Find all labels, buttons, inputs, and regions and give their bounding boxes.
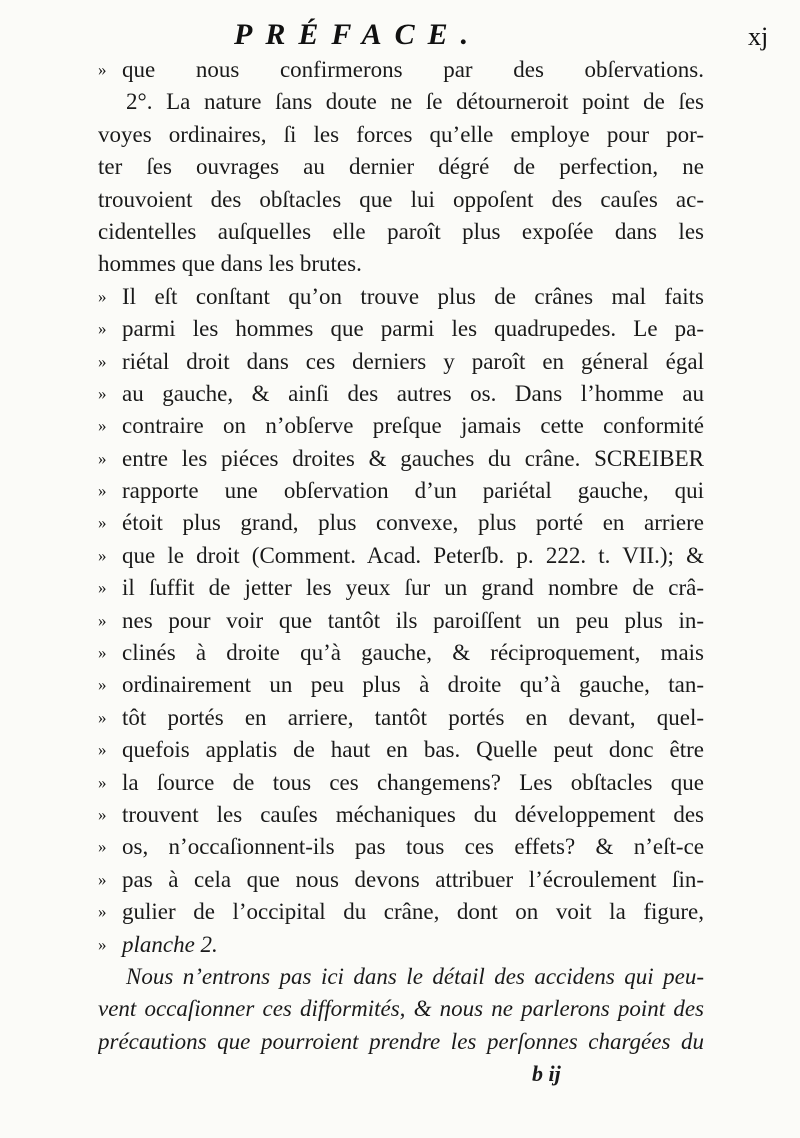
text-line-5: trouvoient des obſtacles que lui oppoſent des cauſes ac- [98,186,704,212]
quote-mark: » [98,416,107,436]
quote-mark: » [98,740,107,760]
quote-mark: » [98,643,107,663]
quote-mark: » [98,513,107,533]
text-line-21: » tôt portés en arriere, tantôt portés en devant, quel- [98,702,704,734]
quote-mark: » [98,934,107,954]
text-line-26: » pas à cela que nous devons attribuer l’écroulement ſin- [98,864,704,896]
text-line-14: » rapporte une obſervation d’un pariétal gauche, qui [98,475,704,507]
text-line-6: cidentelles auſquelles elle paroît plus expoſée dans les [98,218,704,244]
text-line-8: » Il eſt conſtant qu’on trouve plus de crânes mal faits [98,281,704,313]
quote-mark: » [98,319,107,339]
text-line-2: 2°. La nature ſans doute ne ſe détourneroit point de ſes [126,89,704,115]
text-line-1: » que nous confirmerons par des obſervations. [98,54,704,86]
quote-mark: » [98,286,107,306]
quote-mark: » [98,578,107,598]
quote-mark: » [98,869,107,889]
running-head [0,18,800,58]
text-line-24: » trouvent les cauſes méchaniques du développement des [98,799,704,831]
quote-mark: » [98,481,107,501]
quote-mark: » [98,772,107,792]
text-line-4: ter ſes ouvrages au dernier dégré de perfection, ne [98,154,704,180]
text-line-29: Nous n’entrons pas ici dans le détail des accidens qui peu- [126,963,704,989]
text-line-25: » os, n’occaſionnent-ils pas tous ces effets? & n’eſt-ce [98,831,704,863]
text-line-20: » ordinairement un peu plus à droite qu’à gauche, tan- [98,669,704,701]
body-text [98,54,704,1090]
quote-mark: » [98,610,107,630]
quote-mark: » [98,675,107,695]
text-line-12: » contraire on n’obſerve preſque jamais cette conformité [98,410,704,442]
text-line-3: voyes ordinaires, ſi les forces qu’elle employe pour por- [98,121,704,147]
text-line-16: » que le droit (Comment. Acad. Peterſb. p. 222. t. VII.); & [98,540,704,572]
text-line-7: hommes que dans les brutes. [98,251,362,277]
text-line-28: » planche 2. [98,929,704,961]
text-line-15: » étoit plus grand, plus convexe, plus porté en arriere [98,507,704,539]
text-line-13: » entre les piéces droites & gauches du crâne. SCREIBER [98,443,704,475]
quote-mark: » [98,351,107,371]
quote-mark: » [98,804,107,824]
text-line-18: » nes pour voir que tantôt ils paroiſſent un peu plus in- [98,605,704,637]
text-line-27: » gulier de l’occipital du crâne, dont on voit la figure, [98,896,704,928]
quote-mark: » [98,383,107,403]
text-line-11: » au gauche, & ainſi des autres os. Dans l’homme au [98,378,704,410]
quote-mark: » [98,707,107,727]
quote-mark: » [98,60,107,79]
quote-mark: » [98,545,107,565]
text-line-19: » clinés à droite qu’à gauche, & réciproquement, mais [98,637,704,669]
text-line-9: » parmi les hommes que parmi les quadrupedes. Le pa- [98,313,704,345]
text-line-10: » riétal droit dans ces derniers y paroît en géneral égal [98,346,704,378]
signature-mark: b ij [532,1061,561,1087]
text-line-17: » il ſuffit de jetter les yeux ſur un grand nombre de crâ- [98,572,704,604]
text-line-22: » quefois applatis de haut en bas. Quelle peut donc être [98,734,704,766]
quote-mark: » [98,837,107,857]
text-line-31: précautions que pourroient prendre les perſonnes chargées du [98,1028,704,1054]
text-line-30: vent occaſionner ces difformités, & nous ne parlerons point des [98,996,704,1022]
running-title: PRÉFACE. [234,18,482,51]
page-number: xj [748,22,769,51]
quote-mark: » [98,448,107,468]
text-line-23: » la ſource de tous ces changemens? Les obſtacles que [98,767,704,799]
quote-mark: » [98,902,107,922]
